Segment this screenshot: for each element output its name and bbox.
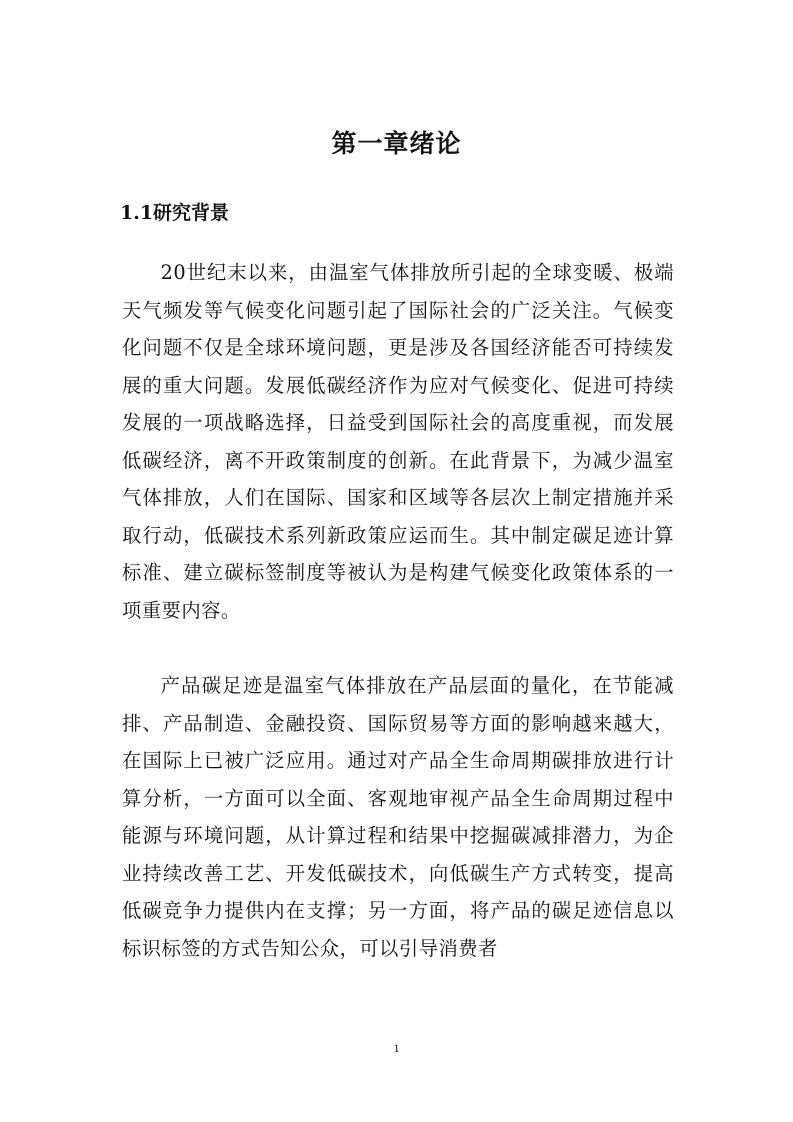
page-number: 1: [393, 1041, 400, 1055]
body-paragraph-1: 20世纪末以来，由温室气体排放所引起的全球变暖、极端天气频发等气候变化问题引起了国际社会的广泛关注。气候变化问题不仅是全球环境问题，更是涉及各国经济能否可持续发展的重大问题。发展低碳经济作为应对气候变化、促进可持续发展的一项战略选择，日益受到国际社会的高度重视，而发展低碳经济，离不开政策制度的创新。在此背景下，为减少温室气体排放，人们在国际、国家和区域等各层次上制定措施并采取行动，低碳技术系列新政策应运而生。其中制定碳足迹计算标准、建立碳标签制度等被认为是构建气候变化政策体系的一项重要内容。: [122, 261, 674, 622]
body-paragraph-2: 产品碳足迹是温室气体排放在产品层面的量化，在节能减排、产品制造、金融投资、国际贸易等方面的影响越来越大，在国际上已被广泛应用。通过对产品全生命周期碳排放进行计算分析，一方面可以全面、客观地审视产品全生命周期过程中能源与环境问题，从计算过程和结果中挖掘碳减排潜力，为企业持续改善工艺、开发低碳技术，向低碳生产方式转变，提高低碳竞争力提供内在支撑；另一方面，将产品的碳足迹信息以标识标签的方式告知公众，可以引导消费者: [122, 674, 674, 960]
section-heading: 1.1研究背景: [120, 202, 230, 224]
chapter-title: 第一章绪论: [331, 129, 462, 158]
